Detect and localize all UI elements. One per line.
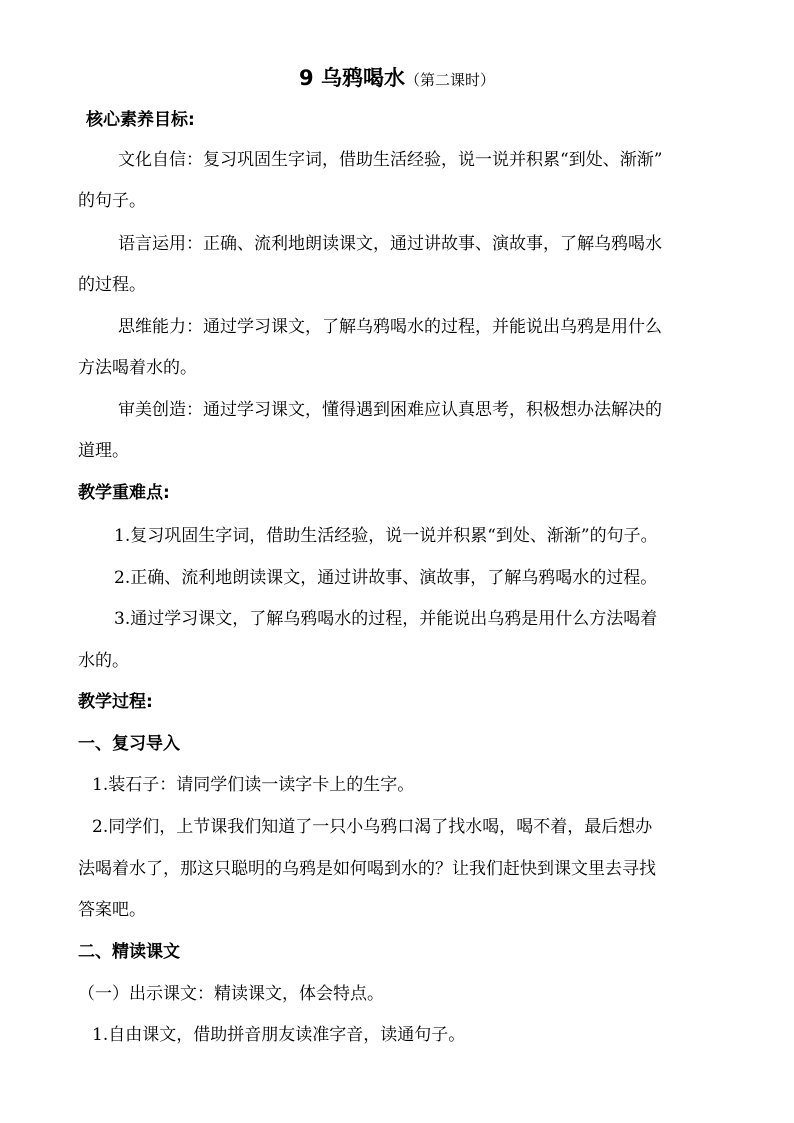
title-sub: （第二课时） bbox=[404, 71, 495, 89]
key-point-1: 1.复习巩固生字词，借助生活经验，说一说并积累“到处、渐渐”的句子。 bbox=[114, 526, 658, 546]
page-title bbox=[0, 66, 794, 92]
process-heading: 教学过程: bbox=[78, 692, 153, 712]
key-point-3-line-2: 水的。 bbox=[78, 651, 129, 671]
section-1-item-2-line-1: 2.同学们，上节课我们知道了一只小乌鸦口渴了找水喝，喝不着，最后想办 bbox=[92, 817, 653, 837]
section-2-heading: 二、精读课文 bbox=[78, 942, 180, 962]
goal-thinking-line-2: 方法喝着水的。 bbox=[78, 358, 197, 378]
section-2-subsection-1: （一）出示课文：精读课文，体会特点。 bbox=[78, 984, 384, 1004]
goal-culture-line-2: 的句子。 bbox=[78, 191, 146, 211]
goal-language-line-2: 的过程。 bbox=[78, 275, 146, 295]
title-main: 9 乌鸦喝水 bbox=[299, 66, 405, 90]
section-1-item-2-line-2: 法喝着水了，那这只聪明的乌鸦是如何喝到水的？让我们赶快到课文里去寻找 bbox=[78, 859, 656, 879]
key-points-heading: 教学重难点: bbox=[78, 483, 170, 503]
goal-thinking-line-1: 思维能力：通过学习课文，了解乌鸦喝水的过程，并能说出乌鸦是用什么 bbox=[118, 317, 662, 337]
goal-aesthetic-line-1: 审美创造：通过学习课文，懂得遇到困难应认真思考，积极想办法解决的 bbox=[118, 400, 662, 420]
goal-language-line-1: 语言运用：正确、流利地朗读课文，通过讲故事、演故事，了解乌鸦喝水 bbox=[118, 234, 662, 254]
key-point-2: 2.正确、流利地朗读课文，通过讲故事、演故事，了解乌鸦喝水的过程。 bbox=[114, 568, 658, 588]
goal-culture-line-1: 文化自信：复习巩固生字词，借助生活经验，说一说并积累“到处、渐渐” bbox=[118, 150, 663, 170]
section-1-item-2-line-3: 答案吧。 bbox=[78, 900, 146, 920]
core-goals-heading: 核心素养目标: bbox=[86, 110, 195, 130]
section-2-item-1: 1.自由课文，借助拼音朋友读准字音，读通句子。 bbox=[92, 1025, 466, 1045]
goal-aesthetic-line-2: 道理。 bbox=[78, 441, 129, 461]
key-point-3-line-1: 3.通过学习课文，了解乌鸦喝水的过程，并能说出乌鸦是用什么方法喝着 bbox=[114, 609, 658, 629]
section-1-item-1: 1.装石子：请同学们读一读字卡上的生字。 bbox=[92, 775, 415, 795]
section-1-heading: 一、复习导入 bbox=[78, 734, 180, 754]
